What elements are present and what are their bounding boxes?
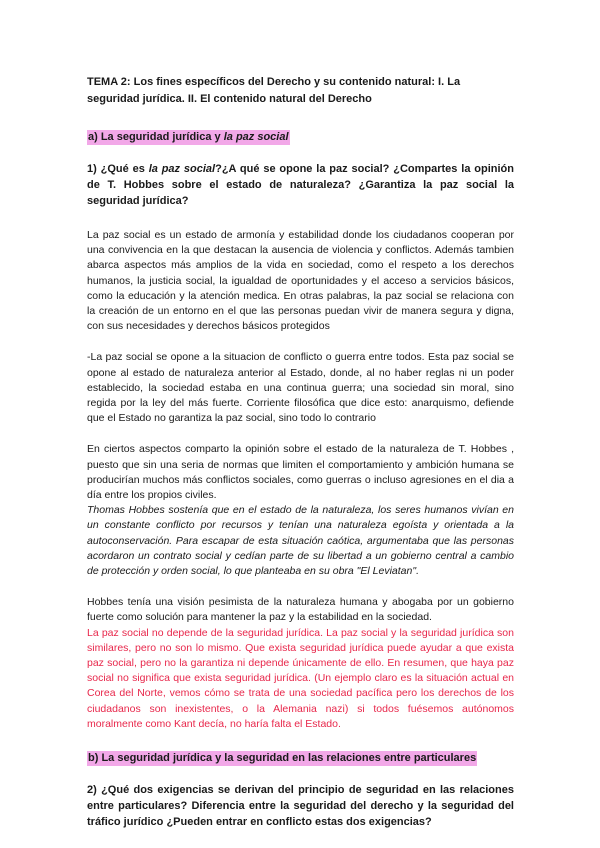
question-1-italic: la paz social bbox=[148, 163, 216, 175]
paragraph-3: En ciertos aspectos comparto la opinión sobre el estado de la naturaleza de T. Hobbes , puesto que sin una seria de normas que limiten el comportamiento y ambición humana se producirían muchos más conflictos sociales, como guerras o incluso agresiones en el dia a día entre los propios civiles. bbox=[87, 443, 514, 502]
paragraph-2: -La paz social se opone a la situacion de conflicto o guerra entre todos. Esta paz social se opone al estado de naturaleza anterior al Estado, donde, al no haber reglas ni un poder establecido, la sociedad estaba en una continua guerra; una sociedad sin moral, sino regida por la ley del más fuerte. Corriente filosófica que dice esto: anarquismo, defiende que el Estado no garantiza la paz social, sino todo lo contrario bbox=[87, 351, 514, 425]
section-b-heading bbox=[87, 748, 514, 766]
document-page bbox=[87, 74, 514, 830]
section-b-label: b) La seguridad jurídica y la seguridad en las relaciones entre particulares bbox=[88, 752, 477, 765]
section-a-label: a) La seguridad jurídica y bbox=[88, 131, 224, 143]
question-2: 2) ¿Qué dos exigencias se derivan del principio de seguridad en las relaciones entre particulares? Diferencia entre la seguridad del derecho y la seguridad del tráfico jurídico ¿Pueden entrar en conflicto estas dos exigencias? bbox=[87, 784, 514, 829]
question-1 bbox=[87, 161, 514, 209]
section-a-italic: la paz social bbox=[223, 131, 289, 143]
section-a-highlight bbox=[87, 130, 290, 145]
paragraph-4: Hobbes tenía una visión pesimista de la naturaleza humana y abogaba por un gobierno fuerte como solución para mantener la paz y la estabilidad en la sociedad. bbox=[87, 596, 514, 624]
paragraph-3-italic: Thomas Hobbes sostenía que en el estado de la naturaleza, los seres humanos vivían en un constante conflicto por recursos y tenían una naturaleza egoísta y orientada a la autoconservación. Para escapar de esta situación caótica, argumentaba que las personas acordaron un contrato social y cedían parte de su libertad a un gobierno central a cambio de protección y orden social, lo que planteaba en su obra "El Leviatan". bbox=[87, 504, 514, 578]
question-1-post: ?¿A qué se opone la paz social? ¿Compartes la opinión de T. Hobbes sobre el estado de naturaleza? ¿Garantiza la paz social la seguridad jurídica? bbox=[87, 163, 514, 207]
paragraph-1: La paz social es un estado de armonía y estabilidad donde los ciudadanos cooperan por una convivencia en la que destacan la ausencia de violencia y conflictos. Además tambien abarca aspectos más amplios de la vida en sociedad, como el respeto a los derechos humanos, la justicia social, la igualdad de oportunidades y el acceso a servicios básicos, como la educación y la atención medica. En otras palabras, la paz social se relaciona con la creación de un entorno en el que las personas puedan vivir de manera segura y digna, con sus necesidades y derechos básicos protegidos bbox=[87, 229, 514, 333]
section-a-heading bbox=[87, 127, 514, 145]
paragraph-4-red: La paz social no depende de la seguridad jurídica. La paz social y la seguridad jurídica son similares, pero no son lo mismo. Que exista seguridad jurídica puede ayudar a que exista paz social, pero no la garantiza ni depende únicamente de ello. En resumen, que haya paz social no significa que exista seguridad jurídica. (Un ejemplo claro es la situación actual en Corea del Norte, vemos cómo se trata de una sociedad pacífica pero los derechos de los ciudadanos son inexistentes, o la Alemania nazi) si todos fuésemos autónomos moralmente como Kant decía, no haría falta el Estado. bbox=[87, 626, 514, 730]
document-title: TEMA 2: Los fines específicos del Derecho y su contenido natural: I. La seguridad jurídica. II. El contenido natural del Derecho bbox=[87, 76, 461, 105]
question-1-pre: 1) ¿Qué es bbox=[87, 163, 149, 175]
